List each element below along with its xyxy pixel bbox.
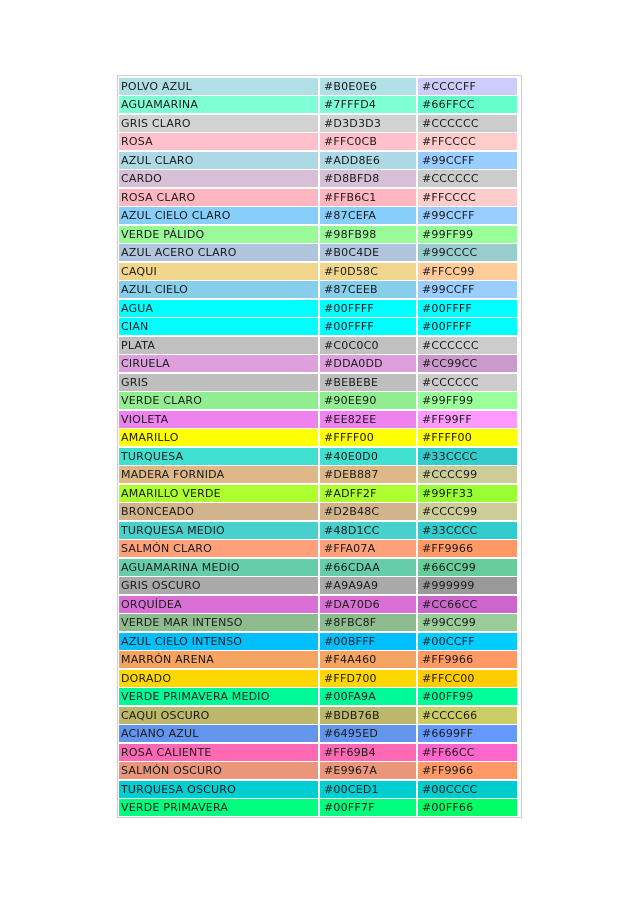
color-row — [119, 558, 520, 577]
color-name-cell: VERDE PRIMAVERA — [119, 799, 318, 816]
web-safe-code-cell: #00FFFF — [418, 300, 517, 317]
color-row — [119, 262, 520, 281]
web-safe-code-cell: #6699FF — [418, 725, 517, 742]
color-row — [119, 299, 520, 318]
web-safe-code-cell: #FFCCCC — [418, 133, 517, 150]
web-safe-code-cell: #FF9966 — [418, 540, 517, 557]
hex-code-cell: #ADD8E6 — [320, 152, 416, 169]
color-name-cell: VERDE CLARO — [119, 392, 318, 409]
color-name-cell: CARDO — [119, 170, 318, 187]
color-row — [119, 244, 520, 263]
color-row — [119, 77, 520, 96]
color-row — [119, 577, 520, 596]
color-row — [119, 114, 520, 133]
web-safe-code-cell: #00CCCC — [418, 781, 517, 798]
color-name-cell: TURQUESA OSCURO — [119, 781, 318, 798]
web-safe-code-cell: #CCCCCC — [418, 170, 517, 187]
color-name-cell: DORADO — [119, 670, 318, 687]
hex-code-cell: #FFC0CB — [320, 133, 416, 150]
hex-code-cell: #F4A460 — [320, 651, 416, 668]
color-row — [119, 688, 520, 707]
color-row — [119, 725, 520, 744]
hex-code-cell: #DEB887 — [320, 466, 416, 483]
color-row — [119, 355, 520, 374]
web-safe-code-cell: #FFCC99 — [418, 263, 517, 280]
color-row — [119, 651, 520, 670]
color-name-cell: PLATA — [119, 337, 318, 354]
color-row — [119, 429, 520, 448]
color-row — [119, 281, 520, 300]
hex-code-cell: #BDB76B — [320, 707, 416, 724]
hex-code-cell: #8FBC8F — [320, 614, 416, 631]
hex-code-cell: #98FB98 — [320, 226, 416, 243]
web-safe-code-cell: #CC66CC — [418, 596, 517, 613]
hex-code-cell: #C0C0C0 — [320, 337, 416, 354]
hex-code-cell: #ADFF2F — [320, 485, 416, 502]
color-row — [119, 151, 520, 170]
web-safe-code-cell: #99CC99 — [418, 614, 517, 631]
color-row — [119, 392, 520, 411]
color-name-cell: MARRÓN ARENA — [119, 651, 318, 668]
web-safe-code-cell: #00FFFF — [418, 318, 517, 335]
hex-code-cell: #DA70D6 — [320, 596, 416, 613]
web-safe-code-cell: #CCCCCC — [418, 337, 517, 354]
hex-code-cell: #B0C4DE — [320, 244, 416, 261]
color-name-cell: ROSA — [119, 133, 318, 150]
hex-code-cell: #FF69B4 — [320, 744, 416, 761]
web-safe-code-cell: #FF99FF — [418, 411, 517, 428]
color-name-cell: TURQUESA — [119, 448, 318, 465]
color-name-cell: VIOLETA — [119, 411, 318, 428]
hex-code-cell: #FFA07A — [320, 540, 416, 557]
hex-code-cell: #D3D3D3 — [320, 115, 416, 132]
color-row — [119, 595, 520, 614]
web-safe-code-cell: #66CC99 — [418, 559, 517, 576]
hex-code-cell: #87CEFA — [320, 207, 416, 224]
color-name-cell: ROSA CALIENTE — [119, 744, 318, 761]
color-row — [119, 318, 520, 337]
color-name-cell: CAQUI OSCURO — [119, 707, 318, 724]
color-name-cell: VERDE PRIMAVERA MEDIO — [119, 688, 318, 705]
color-table — [117, 75, 522, 818]
color-row — [119, 207, 520, 226]
hex-code-cell: #00FFFF — [320, 318, 416, 335]
color-name-cell: AZUL CIELO INTENSO — [119, 633, 318, 650]
color-row — [119, 706, 520, 725]
hex-code-cell: #7FFFD4 — [320, 96, 416, 113]
web-safe-code-cell: #FFCC00 — [418, 670, 517, 687]
hex-code-cell: #00FFFF — [320, 300, 416, 317]
web-safe-code-cell: #99CCFF — [418, 207, 517, 224]
web-safe-code-cell: #999999 — [418, 577, 517, 594]
color-name-cell: POLVO AZUL — [119, 78, 318, 95]
web-safe-code-cell: #CCCC99 — [418, 503, 517, 520]
hex-code-cell: #E9967A — [320, 762, 416, 779]
web-safe-code-cell: #99FF99 — [418, 392, 517, 409]
web-safe-code-cell: #99CCCC — [418, 244, 517, 261]
hex-code-cell: #D8BFD8 — [320, 170, 416, 187]
hex-code-cell: #F0D58C — [320, 263, 416, 280]
web-safe-code-cell: #FFCCCC — [418, 189, 517, 206]
color-name-cell: MADERA FORNIDA — [119, 466, 318, 483]
hex-code-cell: #00FF7F — [320, 799, 416, 816]
color-row — [119, 466, 520, 485]
web-safe-code-cell: #CCCC66 — [418, 707, 517, 724]
hex-code-cell: #00FA9A — [320, 688, 416, 705]
color-name-cell: AGUAMARINA — [119, 96, 318, 113]
color-name-cell: ORQUÍDEA — [119, 596, 318, 613]
color-row — [119, 447, 520, 466]
web-safe-code-cell: #99FF33 — [418, 485, 517, 502]
web-safe-code-cell: #CC99CC — [418, 355, 517, 372]
color-row — [119, 373, 520, 392]
web-safe-code-cell: #CCCCCC — [418, 115, 517, 132]
color-row — [119, 225, 520, 244]
color-name-cell: AGUA — [119, 300, 318, 317]
color-name-cell: CAQUI — [119, 263, 318, 280]
color-name-cell: AZUL ACERO CLARO — [119, 244, 318, 261]
web-safe-code-cell: #99CCFF — [418, 152, 517, 169]
web-safe-code-cell: #00FF66 — [418, 799, 517, 816]
color-row — [119, 188, 520, 207]
color-name-cell: AMARILLO — [119, 429, 318, 446]
color-row — [119, 743, 520, 762]
color-name-cell: CIAN — [119, 318, 318, 335]
color-name-cell: BRONCEADO — [119, 503, 318, 520]
hex-code-cell: #FFB6C1 — [320, 189, 416, 206]
color-row — [119, 96, 520, 115]
hex-code-cell: #87CEEB — [320, 281, 416, 298]
hex-code-cell: #40E0D0 — [320, 448, 416, 465]
color-name-cell: ROSA CLARO — [119, 189, 318, 206]
color-row — [119, 799, 520, 818]
hex-code-cell: #D2B48C — [320, 503, 416, 520]
web-safe-code-cell: #FFFF00 — [418, 429, 517, 446]
web-safe-code-cell: #33CCCC — [418, 448, 517, 465]
hex-code-cell: #90EE90 — [320, 392, 416, 409]
color-name-cell: AZUL CIELO CLARO — [119, 207, 318, 224]
web-safe-code-cell: #CCCCFF — [418, 78, 517, 95]
hex-code-cell: #6495ED — [320, 725, 416, 742]
web-safe-code-cell: #00FF99 — [418, 688, 517, 705]
web-safe-code-cell: #FF9966 — [418, 651, 517, 668]
hex-code-cell: #FFD700 — [320, 670, 416, 687]
hex-code-cell: #48D1CC — [320, 522, 416, 539]
color-row — [119, 669, 520, 688]
color-name-cell: VERDE MAR INTENSO — [119, 614, 318, 631]
color-name-cell: GRIS — [119, 374, 318, 391]
hex-code-cell: #00CED1 — [320, 781, 416, 798]
color-name-cell: GRIS OSCURO — [119, 577, 318, 594]
color-row — [119, 133, 520, 152]
color-row — [119, 614, 520, 633]
hex-code-cell: #66CDAA — [320, 559, 416, 576]
web-safe-code-cell: #33CCCC — [418, 522, 517, 539]
color-name-cell: TURQUESA MEDIO — [119, 522, 318, 539]
color-row — [119, 503, 520, 522]
color-row — [119, 410, 520, 429]
hex-code-cell: #00BFFF — [320, 633, 416, 650]
color-row — [119, 540, 520, 559]
hex-code-cell: #A9A9A9 — [320, 577, 416, 594]
color-row — [119, 336, 520, 355]
hex-code-cell: #FFFF00 — [320, 429, 416, 446]
web-safe-code-cell: #FF66CC — [418, 744, 517, 761]
color-row — [119, 484, 520, 503]
color-name-cell: SALMÓN CLARO — [119, 540, 318, 557]
color-name-cell: AZUL CIELO — [119, 281, 318, 298]
color-row — [119, 780, 520, 799]
web-safe-code-cell: #00CCFF — [418, 633, 517, 650]
color-row — [119, 521, 520, 540]
color-name-cell: ACIANO AZUL — [119, 725, 318, 742]
color-row — [119, 632, 520, 651]
color-name-cell: AMARILLO VERDE — [119, 485, 318, 502]
web-safe-code-cell: #66FFCC — [418, 96, 517, 113]
web-safe-code-cell: #CCCCCC — [418, 374, 517, 391]
color-name-cell: CIRUELA — [119, 355, 318, 372]
color-name-cell: SALMÓN OSCURO — [119, 762, 318, 779]
color-name-cell: AGUAMARINA MEDIO — [119, 559, 318, 576]
hex-code-cell: #BEBEBE — [320, 374, 416, 391]
color-name-cell: VERDE PÁLIDO — [119, 226, 318, 243]
web-safe-code-cell: #CCCC99 — [418, 466, 517, 483]
color-name-cell: AZUL CLARO — [119, 152, 318, 169]
hex-code-cell: #DDA0DD — [320, 355, 416, 372]
web-safe-code-cell: #99FF99 — [418, 226, 517, 243]
web-safe-code-cell: #FF9966 — [418, 762, 517, 779]
color-row — [119, 170, 520, 189]
color-row — [119, 762, 520, 781]
web-safe-code-cell: #99CCFF — [418, 281, 517, 298]
hex-code-cell: #EE82EE — [320, 411, 416, 428]
hex-code-cell: #B0E0E6 — [320, 78, 416, 95]
color-name-cell: GRIS CLARO — [119, 115, 318, 132]
